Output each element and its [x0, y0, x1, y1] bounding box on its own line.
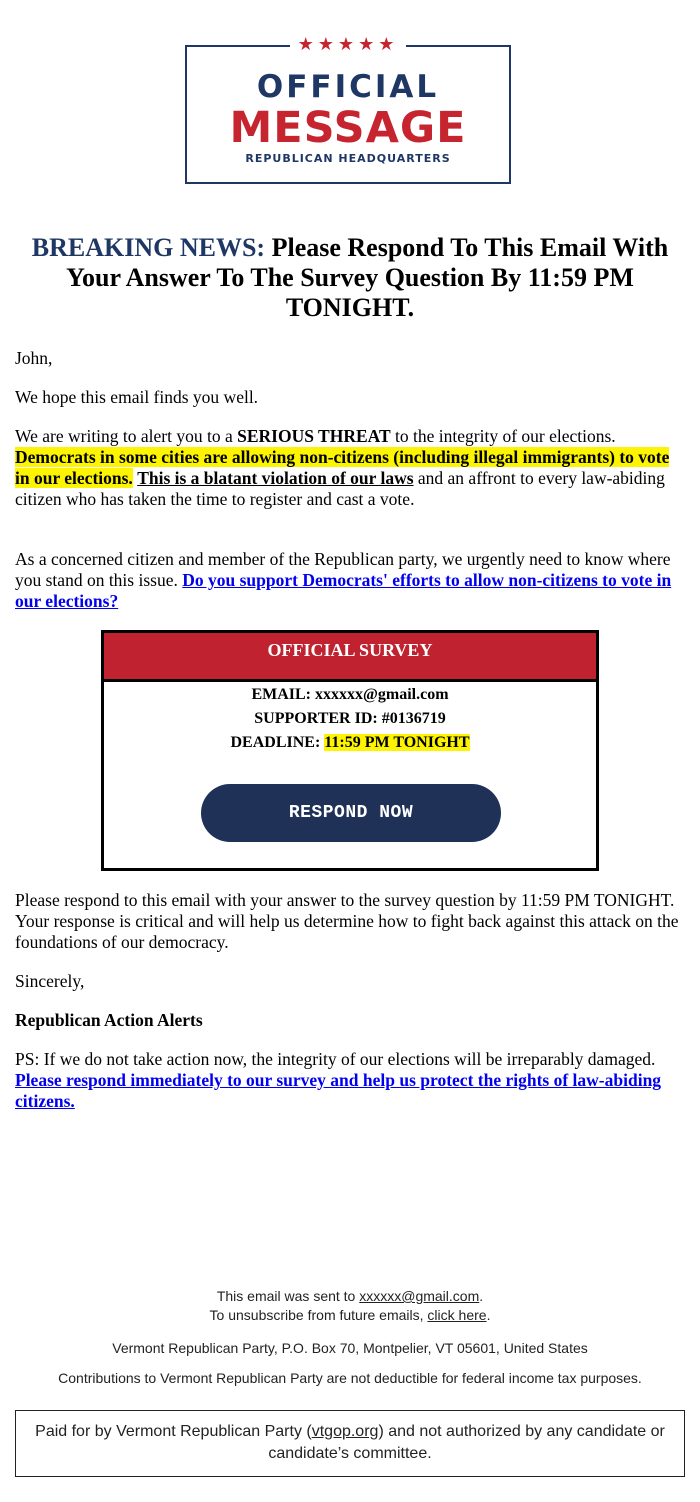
paragraph-2: We are writing to alert you to a SERIOUS THREAT to the integrity of our elections. Democrats in some cities are allowing non-citizens (including illegal immigrants) to vote in our elections. This is a blatant violation of our laws and an affront to every law-abiding citizen who has taken the time to register and cast a vote. [15, 426, 670, 509]
paid-for-disclaimer: Paid for by Vermont Republican Party (vtgop.org) and not authorized by any candidate or candidate’s committee. [15, 1410, 685, 1477]
headline-text: Please Respond To This Email With Your Answer To The Survey Question By 11:59 PM TONIGHT. [66, 233, 669, 322]
survey-title: OFFICIAL SURVEY [104, 633, 596, 682]
unsubscribe-link[interactable]: click here [427, 1307, 487, 1323]
deadline-value: 11:59 PM TONIGHT [324, 734, 470, 751]
paragraph-3: As a concerned citizen and member of the Republican party, we urgently need to know where you stand on this issue. Do you support Democrats' efforts to allow non-citizens to vote in our elections? [15, 549, 672, 611]
footer-unsubscribe: To unsubscribe from future emails, click here. [209, 1307, 491, 1323]
paragraph-4: Please respond to this email with your answer to the survey question by 11:59 PM TONIGHT. Your response is critical and will help us determine how to fight back against this attack on the foundations of our democracy. [15, 890, 679, 952]
headline [10, 233, 690, 323]
highlighted-claim: Democrats in some cities are allowing non-citizens (including illegal immigrants) to vote in our elections. [15, 447, 670, 488]
footer-address: Vermont Republican Party, P.O. Box 70, Montpelier, VT 05601, United States [112, 1340, 588, 1356]
survey-question-link[interactable]: Do you support Democrats' efforts to allow non-citizens to vote in our elections? [15, 570, 672, 611]
footer-email-link[interactable]: xxxxxx@gmail.com [359, 1288, 480, 1304]
official-message-logo [185, 34, 511, 184]
respond-now-button[interactable]: RESPOND NOW [201, 784, 501, 842]
logo-subtitle: REPUBLICAN HEADQUARTERS [245, 152, 451, 165]
survey-deadline-line: DEADLINE: 11:59 PM TONIGHT [230, 734, 470, 751]
survey-email: xxxxxx@gmail.com [315, 686, 449, 703]
headline-prefix: BREAKING NEWS: [31, 233, 266, 262]
greeting: John, [15, 348, 53, 368]
paragraph-1: We hope this email finds you well. [15, 387, 259, 407]
serious-threat: SERIOUS THREAT [237, 426, 391, 446]
signature: Republican Action Alerts [15, 1010, 203, 1030]
survey-supporter-line: SUPPORTER ID: #0136719 [254, 710, 446, 727]
supporter-id: #0136719 [381, 710, 446, 727]
closing: Sincerely, [15, 971, 85, 991]
footer-sent-to: This email was sent to xxxxxx@gmail.com. [216, 1288, 484, 1304]
stars-decoration: ★★★★★ [187, 33, 509, 57]
violation-statement: This is a blatant violation of our laws [137, 468, 414, 488]
ps-survey-link[interactable]: Please respond immediately to our survey and help us protect the rights of law-abiding citizens. [15, 1070, 662, 1111]
logo-official-text: OFFICIAL [256, 69, 440, 105]
ps-paragraph: PS: If we do not take action now, the integrity of our elections will be irreparably damaged. Please respond immediately to our survey and help us protect the rights of law-abiding citizens. [15, 1049, 662, 1111]
official-survey-box [101, 630, 599, 871]
footer-tax-notice: Contributions to Vermont Republican Party are not deductible for federal income tax purposes. [58, 1370, 642, 1386]
logo-message-text: MESSAGE [229, 103, 467, 153]
vtgop-link[interactable]: vtgop.org [311, 1423, 379, 1440]
survey-email-line: EMAIL: xxxxxx@gmail.com [251, 686, 449, 703]
